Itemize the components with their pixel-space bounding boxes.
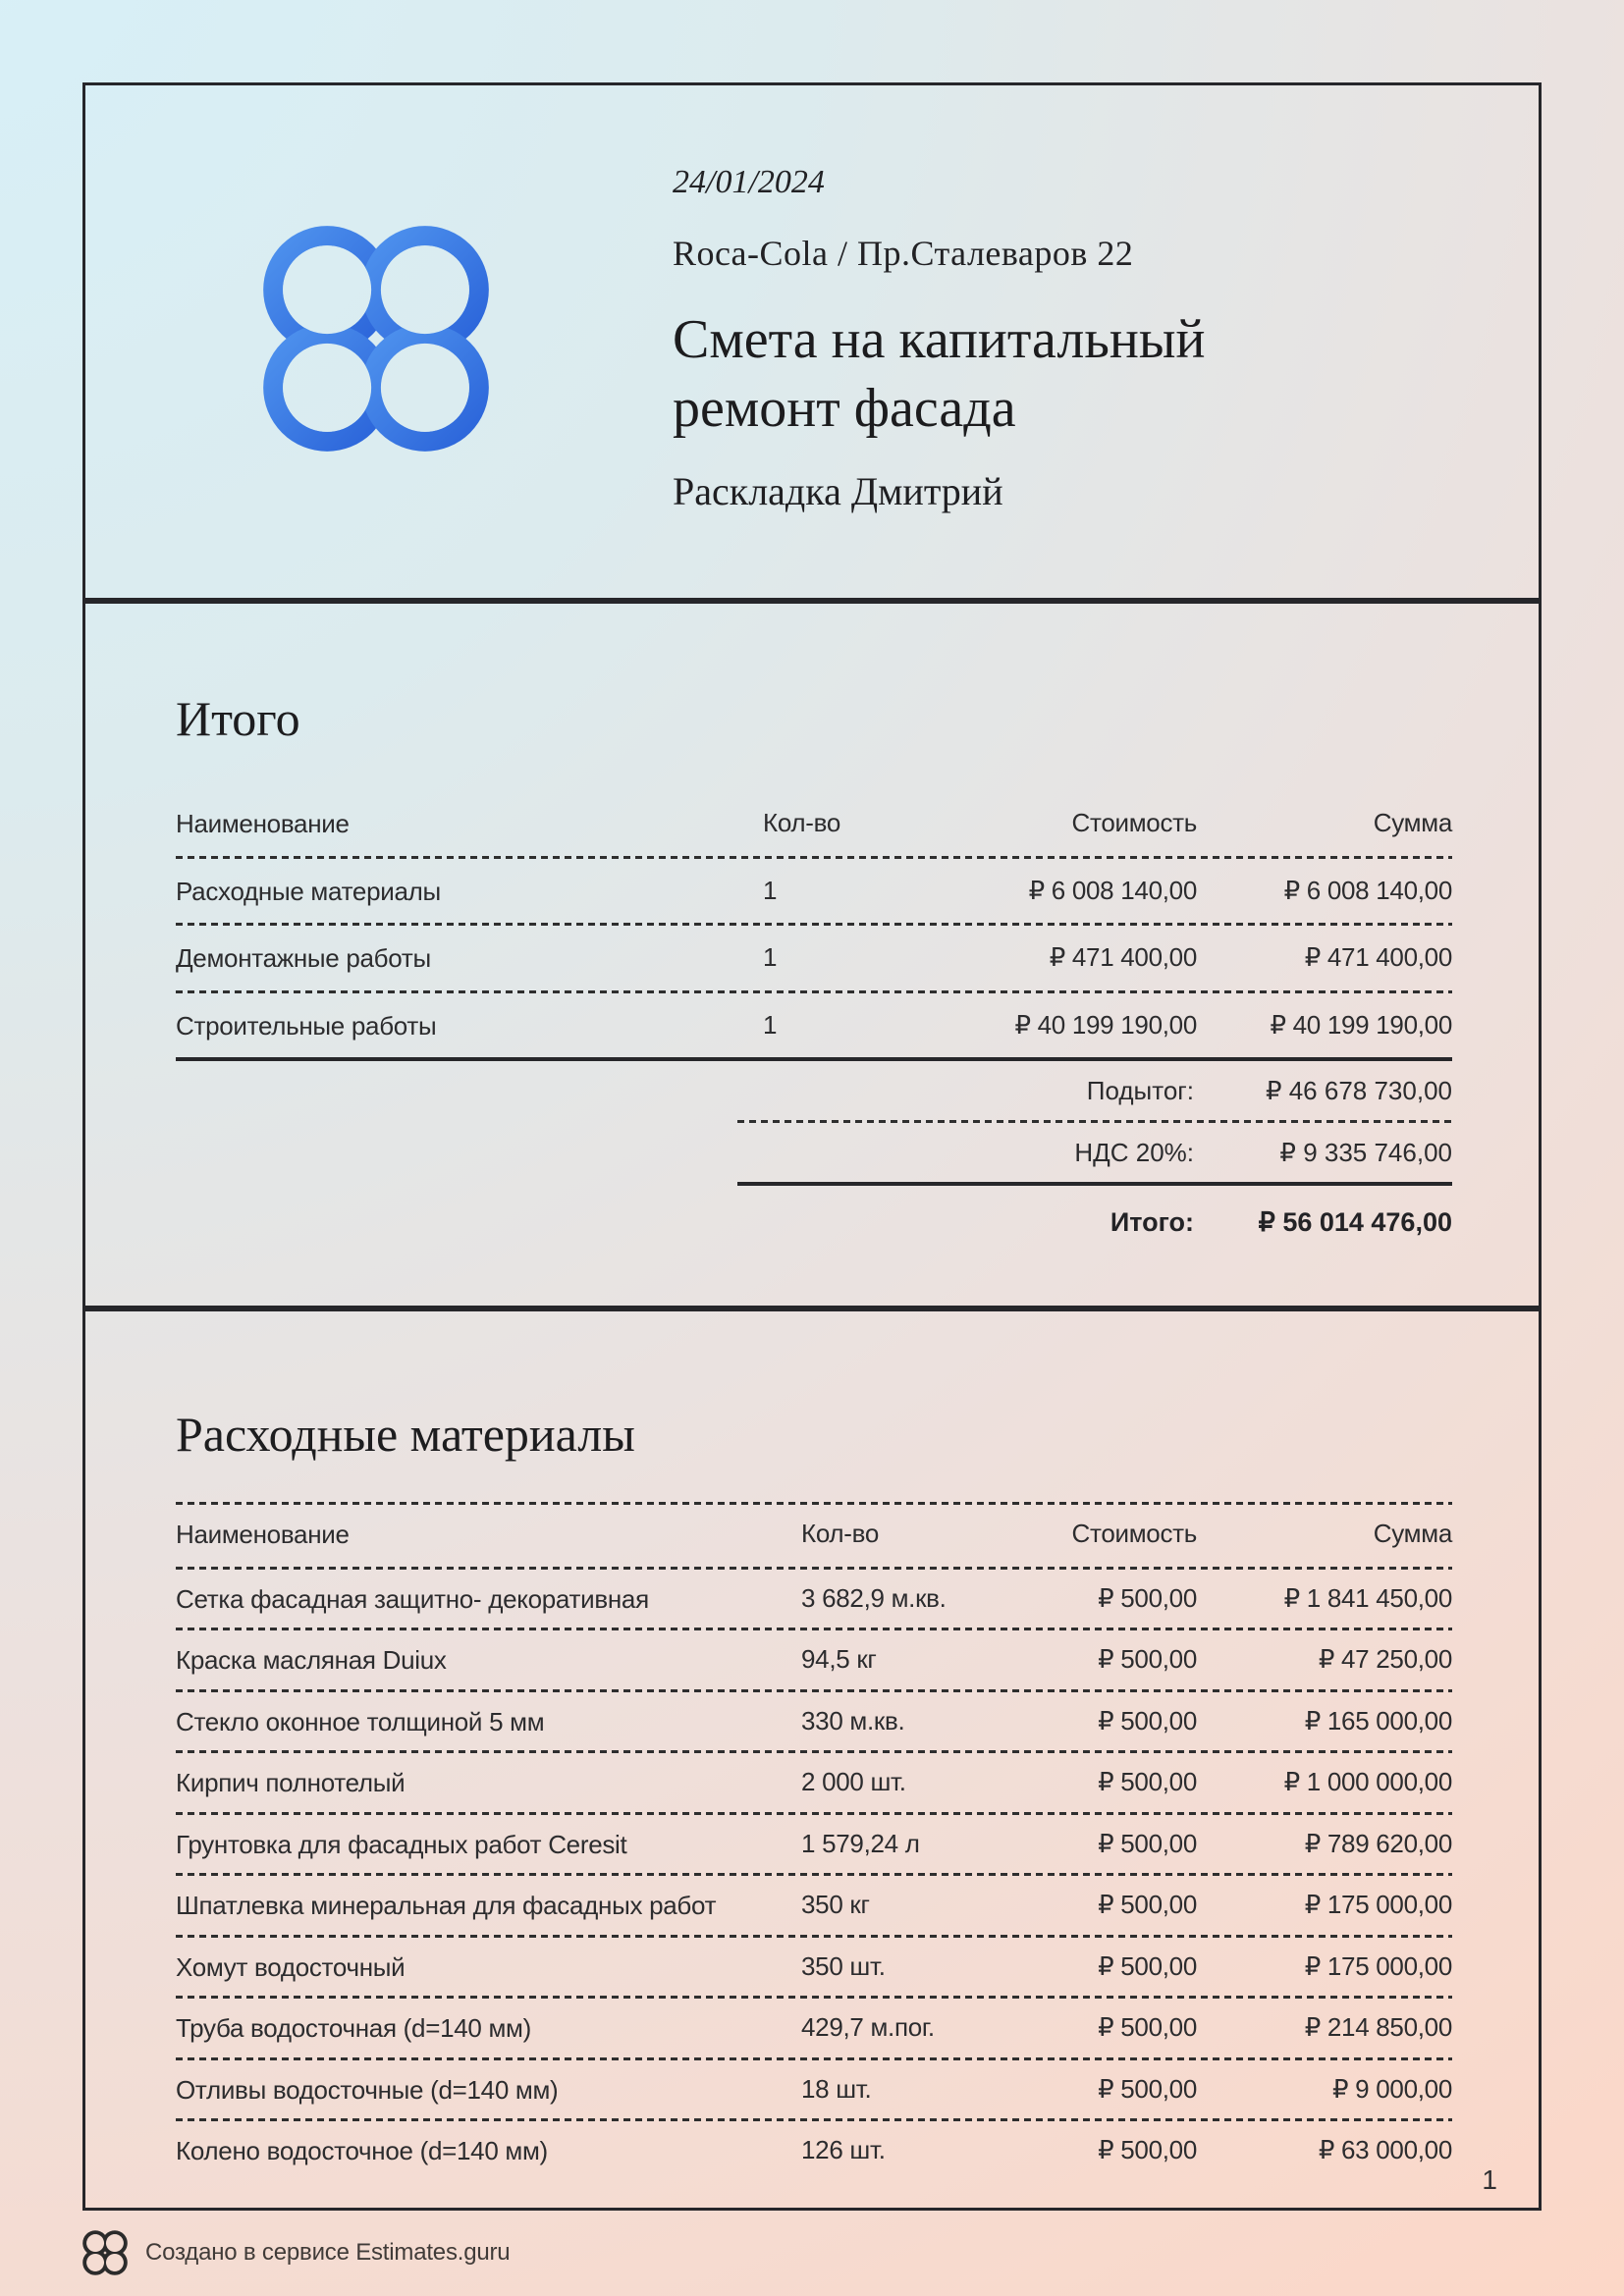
cell-name: Шпатлевка минеральная для фасадных работ xyxy=(176,1891,717,1920)
column-header-price: Стоимость xyxy=(1071,808,1197,837)
cell-price: ₽ 40 199 190,00 xyxy=(1014,1009,1197,1040)
subtotal-value: ₽ 46 678 730,00 xyxy=(1265,1076,1452,1105)
cell-qty: 1 xyxy=(763,942,778,972)
cell-qty: 350 шт. xyxy=(801,1950,886,1981)
cell-qty: 350 кг xyxy=(801,1890,870,1919)
cell-name: Отливы водосточные (d=140 мм) xyxy=(176,2074,559,2105)
cell-sum: ₽ 165 000,00 xyxy=(1304,1705,1452,1735)
cell-sum: ₽ 1 841 450,00 xyxy=(1283,1582,1452,1613)
materials-section xyxy=(82,1308,1542,2211)
header-text-block xyxy=(673,164,1360,514)
cell-price: ₽ 500,00 xyxy=(1098,2012,1197,2042)
cell-price: ₽ 500,00 xyxy=(1098,2135,1197,2164)
cell-price: ₽ 500,00 xyxy=(1098,1890,1197,1919)
totals-heading: Итого xyxy=(176,691,300,746)
table-row xyxy=(176,1692,1452,1751)
cell-name: Краска масляная Duiux xyxy=(176,1645,447,1675)
service-credit: Создано в сервисе Estimates.guru xyxy=(145,2239,511,2266)
cell-qty: 330 м.кв. xyxy=(801,1705,905,1735)
cell-name: Труба водосточная (d=140 мм) xyxy=(176,2013,531,2043)
column-header-name: Наименование xyxy=(176,809,350,838)
estimate-document xyxy=(82,82,1542,2211)
cell-qty: 1 xyxy=(763,1009,778,1040)
totals-table-header xyxy=(176,802,1452,856)
cell-price: ₽ 500,00 xyxy=(1098,1828,1197,1858)
table-row xyxy=(176,2060,1452,2119)
cell-name: Строительные работы xyxy=(176,1010,437,1041)
table-row xyxy=(176,1876,1452,1935)
vat-label: НДС 20%: xyxy=(1074,1138,1194,1167)
cell-name: Сетка фасадная защитно- декоративная xyxy=(176,1583,649,1614)
cell-sum: ₽ 214 850,00 xyxy=(1304,2012,1452,2042)
footer xyxy=(82,2220,510,2285)
cell-price: ₽ 500,00 xyxy=(1098,1950,1197,1981)
table-row xyxy=(176,1938,1452,1997)
materials-heading: Расходные материалы xyxy=(176,1407,635,1462)
cell-name: Стекло оконное толщиной 5 мм xyxy=(176,1706,545,1736)
column-header-name: Наименование xyxy=(176,1520,350,1549)
table-row xyxy=(176,859,1452,924)
cell-qty: 1 579,24 л xyxy=(801,1828,920,1858)
cell-price: ₽ 500,00 xyxy=(1098,1705,1197,1735)
materials-table-header xyxy=(176,1505,1452,1567)
cell-price: ₽ 471 400,00 xyxy=(1049,942,1197,972)
cell-name: Демонтажные работы xyxy=(176,943,431,973)
cell-price: ₽ 6 008 140,00 xyxy=(1028,875,1197,905)
vat-row xyxy=(737,1123,1452,1182)
table-row xyxy=(176,1630,1452,1689)
estimate-date: 24/01/2024 xyxy=(673,164,825,200)
column-header-sum: Сумма xyxy=(1373,1519,1452,1548)
cell-sum: ₽ 175 000,00 xyxy=(1304,1950,1452,1981)
vat-value: ₽ 9 335 746,00 xyxy=(1279,1138,1452,1167)
cell-sum: ₽ 63 000,00 xyxy=(1318,2135,1452,2164)
cell-name: Грунтовка для фасадных работ Ceresit xyxy=(176,1829,627,1859)
cell-sum: ₽ 9 000,00 xyxy=(1332,2073,1452,2104)
cell-qty: 18 шт. xyxy=(801,2073,872,2104)
subtotal-label: Подытог: xyxy=(1086,1076,1194,1105)
totals-section xyxy=(82,601,1542,1308)
totals-summary-block xyxy=(737,1061,1452,1252)
page-number: 1 xyxy=(1482,2164,1497,2195)
cell-sum: ₽ 789 620,00 xyxy=(1304,1828,1452,1858)
cell-price: ₽ 500,00 xyxy=(1098,1767,1197,1796)
clover-logo-icon xyxy=(262,225,490,453)
cell-price: ₽ 500,00 xyxy=(1098,1582,1197,1613)
cell-qty: 1 xyxy=(763,875,778,905)
table-row xyxy=(176,926,1452,990)
table-row xyxy=(176,1570,1452,1629)
cell-qty: 94,5 кг xyxy=(801,1644,877,1674)
column-header-price: Стоимость xyxy=(1071,1519,1197,1548)
manager-name: Раскладка Дмитрий xyxy=(673,469,1003,513)
subtotal-row xyxy=(737,1061,1452,1120)
cell-qty: 2 000 шт. xyxy=(801,1767,906,1796)
cell-sum: ₽ 40 199 190,00 xyxy=(1270,1009,1452,1040)
grand-total-value: ₽ 56 014 476,00 xyxy=(1258,1207,1452,1237)
cell-sum: ₽ 47 250,00 xyxy=(1318,1644,1452,1674)
clover-logo-icon xyxy=(82,2230,128,2275)
table-row xyxy=(176,2121,1452,2180)
estimate-title: Смета на капитальный ремонт фасада xyxy=(673,309,1206,439)
cell-name: Кирпич полнотелый xyxy=(176,1768,406,1797)
cell-name: Расходные материалы xyxy=(176,876,441,906)
grand-total-label: Итого: xyxy=(1110,1207,1194,1237)
table-row xyxy=(176,993,1452,1058)
cell-name: Колено водосточное (d=140 мм) xyxy=(176,2136,548,2165)
header-section xyxy=(82,82,1542,601)
cell-name: Хомут водосточный xyxy=(176,1951,406,1982)
column-header-sum: Сумма xyxy=(1373,808,1452,837)
cell-sum: ₽ 175 000,00 xyxy=(1304,1890,1452,1919)
cell-qty: 3 682,9 м.кв. xyxy=(801,1582,947,1613)
cell-qty: 126 шт. xyxy=(801,2135,886,2164)
cell-qty: 429,7 м.пог. xyxy=(801,2012,935,2042)
cell-sum: ₽ 6 008 140,00 xyxy=(1283,875,1452,905)
cell-price: ₽ 500,00 xyxy=(1098,1644,1197,1674)
table-row xyxy=(176,1753,1452,1812)
table-row xyxy=(176,1815,1452,1874)
column-header-qty: Кол-во xyxy=(763,808,841,837)
cell-sum: ₽ 471 400,00 xyxy=(1304,942,1452,972)
cell-sum: ₽ 1 000 000,00 xyxy=(1283,1767,1452,1796)
grand-total-row xyxy=(737,1186,1452,1252)
column-header-qty: Кол-во xyxy=(801,1519,880,1548)
cell-price: ₽ 500,00 xyxy=(1098,2073,1197,2104)
table-row xyxy=(176,1999,1452,2057)
client-and-address: Roca-Cola / Пр.Сталеваров 22 xyxy=(673,234,1134,273)
